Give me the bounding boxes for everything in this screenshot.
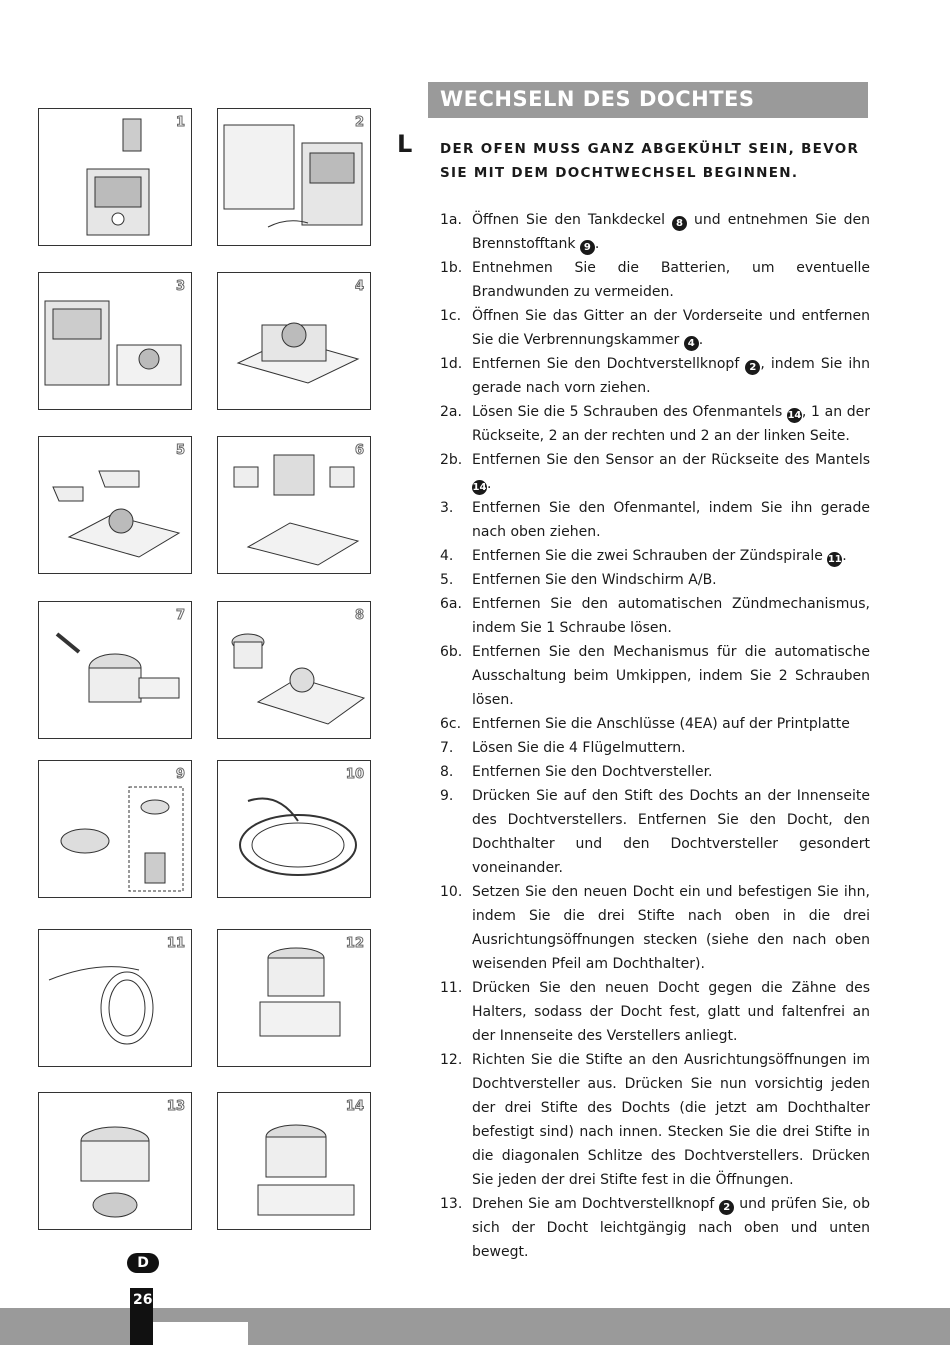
step-label: 12. bbox=[440, 1052, 463, 1068]
side-letter: L bbox=[397, 130, 413, 158]
language-badge: D bbox=[127, 1253, 159, 1273]
step-text: Entfernen Sie die Anschlüsse (4EA) auf der Printplatte bbox=[472, 716, 850, 732]
step-item bbox=[440, 400, 870, 448]
part-number-badge: 9 bbox=[580, 240, 595, 255]
step-text: Entfernen Sie den Ofenmantel, indem Sie ihn gerade nach oben ziehen. bbox=[472, 500, 870, 540]
step-text: Entfernen Sie den Sensor an der Rückseite des Mantels 14. bbox=[472, 452, 870, 493]
step-item bbox=[440, 304, 870, 352]
section-title: WECHSELN DES DOCHTES bbox=[440, 87, 755, 111]
step-text: Öffnen Sie das Gitter an der Vorderseite und entfernen Sie die Verbrennungskammer 4 . bbox=[472, 308, 870, 349]
step-item bbox=[440, 880, 870, 976]
figure-13 bbox=[38, 1092, 192, 1230]
figure-8 bbox=[217, 601, 371, 739]
step-text: Entfernen Sie die zwei Schrauben der Zündspirale 11. bbox=[472, 548, 847, 565]
step-text: Entfernen Sie den Dochtverstellknopf 2 , indem Sie ihn gerade nach vorn ziehen. bbox=[472, 356, 870, 396]
figure-number: 13 bbox=[166, 1099, 185, 1114]
step-list bbox=[440, 208, 870, 1264]
figure-7 bbox=[38, 601, 192, 739]
figure-number: 3 bbox=[175, 279, 185, 294]
step-label: 1a. bbox=[440, 212, 462, 228]
step-text: Drücken Sie den neuen Docht gegen die Zähne des Halters, sodass der Docht fest, glatt und faltenfrei an der Innenseite des Verstellers anliegt. bbox=[472, 980, 870, 1044]
section-title-bar bbox=[428, 82, 868, 118]
wick-adjuster-arrow-illustration bbox=[39, 602, 192, 739]
part-number-badge: 14 bbox=[472, 482, 487, 493]
step-label: 1d. bbox=[440, 356, 463, 372]
step-text: Lösen Sie die 4 Flügelmuttern. bbox=[472, 740, 686, 756]
step-label: 13. bbox=[440, 1196, 463, 1212]
figure-9 bbox=[38, 760, 192, 898]
step-item bbox=[440, 256, 870, 304]
step-text: Entfernen Sie den Dochtversteller. bbox=[472, 764, 713, 780]
step-item bbox=[440, 448, 870, 496]
step-item bbox=[440, 208, 870, 256]
step-text: Richten Sie die Stifte an den Ausrichtungsöffnungen im Dochtversteller aus. Drücken Sie nun vorsichtig jeden der drei Stifte des Dochts (die jetzt am Dochthalter befestigt sind) nach innen. Stecken Sie die drei Stifte in die diagonalen Schlitze des Dochtverstellers. Drücken Sie jeden der drei Stifte fest in die Öffnungen. bbox=[472, 1052, 870, 1188]
step-item bbox=[440, 784, 870, 880]
step-text: Entnehmen Sie die Batterien, um eventuelle Brandwunden zu vermeiden. bbox=[472, 260, 870, 300]
figure-number: 2 bbox=[354, 115, 364, 130]
step-text: Drücken Sie auf den Stift des Dochts an der Innenseite des Dochtverstellers. Entfernen Sie den Docht, den Dochthalter und den Dochtversteller gesondert voneinander. bbox=[472, 788, 870, 876]
figure-number: 4 bbox=[354, 279, 364, 294]
step-item bbox=[440, 736, 870, 760]
step-item bbox=[440, 592, 870, 640]
heater-base-illustration bbox=[218, 273, 371, 410]
step-item bbox=[440, 976, 870, 1048]
step-label: 7. bbox=[440, 740, 454, 756]
step-text: Setzen Sie den neuen Docht ein und befestigen Sie ihn, indem Sie die drei Stifte nach oben in die drei Ausrichtungsöffnungen stecken (siehe den nach oben weisenden Pfeil am Dochthalter). bbox=[472, 884, 870, 972]
warning-text: DER OFEN MUSS GANZ ABGEKÜHLT SEIN, BEVOR SIE MIT DEM DOCHTWECHSEL BEGINNEN. bbox=[440, 141, 860, 181]
heater-casing-illustration bbox=[39, 273, 192, 410]
step-label: 3. bbox=[440, 500, 454, 516]
step-label: 8. bbox=[440, 764, 454, 780]
heater-battery-illustration bbox=[218, 109, 371, 246]
part-number-badge: 2 bbox=[719, 1200, 734, 1215]
part-number-badge: 4 bbox=[684, 336, 699, 351]
part-number-badge: 8 bbox=[672, 216, 687, 231]
step-text: Entfernen Sie den Mechanismus für die automatische Ausschaltung beim Umkippen, indem Sie 2 Schrauben lösen. bbox=[472, 644, 870, 708]
step-text: Lösen Sie die 5 Schrauben des Ofenmantels 14, 1 an der Rückseite, 2 an der rechten und 2 an der linken Seite. bbox=[472, 404, 870, 444]
step-item bbox=[440, 352, 870, 400]
step-item bbox=[440, 640, 870, 712]
figure-number: 10 bbox=[345, 767, 364, 782]
step-label: 5. bbox=[440, 572, 454, 588]
step-item bbox=[440, 760, 870, 784]
figure-number: 5 bbox=[175, 443, 185, 458]
step-label: 6b. bbox=[440, 644, 463, 660]
step-item bbox=[440, 1048, 870, 1192]
figure-4 bbox=[217, 272, 371, 410]
step-item bbox=[440, 496, 870, 544]
step-item bbox=[440, 712, 870, 736]
figure-14 bbox=[217, 1092, 371, 1230]
figure-5 bbox=[38, 436, 192, 574]
figure-10 bbox=[217, 760, 371, 898]
wick-holder-parts-illustration bbox=[39, 761, 192, 898]
part-number-badge: 11 bbox=[827, 554, 842, 565]
circuit-board-illustration bbox=[218, 437, 371, 574]
figure-1 bbox=[38, 108, 192, 246]
figure-number: 8 bbox=[354, 608, 364, 623]
step-text: Entfernen Sie den Windschirm A/B. bbox=[472, 572, 717, 588]
page-number: 26 bbox=[133, 1292, 153, 1308]
figure-number: 7 bbox=[175, 608, 185, 623]
figure-2 bbox=[217, 108, 371, 246]
step-label: 1c. bbox=[440, 308, 462, 324]
figure-number: 1 bbox=[175, 115, 185, 130]
step-label: 6c. bbox=[440, 716, 462, 732]
figure-12 bbox=[217, 929, 371, 1067]
step-item bbox=[440, 568, 870, 592]
figure-number: 9 bbox=[175, 767, 185, 782]
step-item bbox=[440, 544, 870, 568]
step-label: 2a. bbox=[440, 404, 462, 420]
part-number-badge: 14 bbox=[787, 410, 802, 421]
figure-3 bbox=[38, 272, 192, 410]
figure-number: 6 bbox=[354, 443, 364, 458]
step-text: Entfernen Sie den automatischen Zündmechanismus, indem Sie 1 Schraube lösen. bbox=[472, 596, 870, 636]
step-label: 11. bbox=[440, 980, 463, 996]
part-number-badge: 2 bbox=[745, 360, 760, 375]
figure-6 bbox=[217, 436, 371, 574]
step-item bbox=[440, 1192, 870, 1264]
footer-strip bbox=[153, 1322, 248, 1345]
step-label: 1b. bbox=[440, 260, 463, 276]
step-label: 9. bbox=[440, 788, 454, 804]
step-label: 6a. bbox=[440, 596, 462, 612]
figure-11 bbox=[38, 929, 192, 1067]
figure-number: 14 bbox=[345, 1099, 364, 1114]
figure-number: 12 bbox=[345, 936, 364, 951]
step-label: 4. bbox=[440, 548, 454, 564]
figure-number: 11 bbox=[166, 936, 185, 951]
step-text: Drehen Sie am Dochtverstellknopf 2 und prüfen Sie, ob sich der Docht leichtgängig nach oben und unten bewegt. bbox=[472, 1196, 870, 1260]
step-label: 2b. bbox=[440, 452, 463, 468]
step-label: 10. bbox=[440, 884, 463, 900]
wick-adjuster-removed-illustration bbox=[218, 602, 371, 739]
heater-illustration bbox=[39, 109, 192, 246]
windshield-illustration bbox=[39, 437, 192, 574]
step-text: Öffnen Sie den Tankdeckel 8 und entnehmen Sie den Brennstofftank 9 . bbox=[472, 212, 870, 253]
